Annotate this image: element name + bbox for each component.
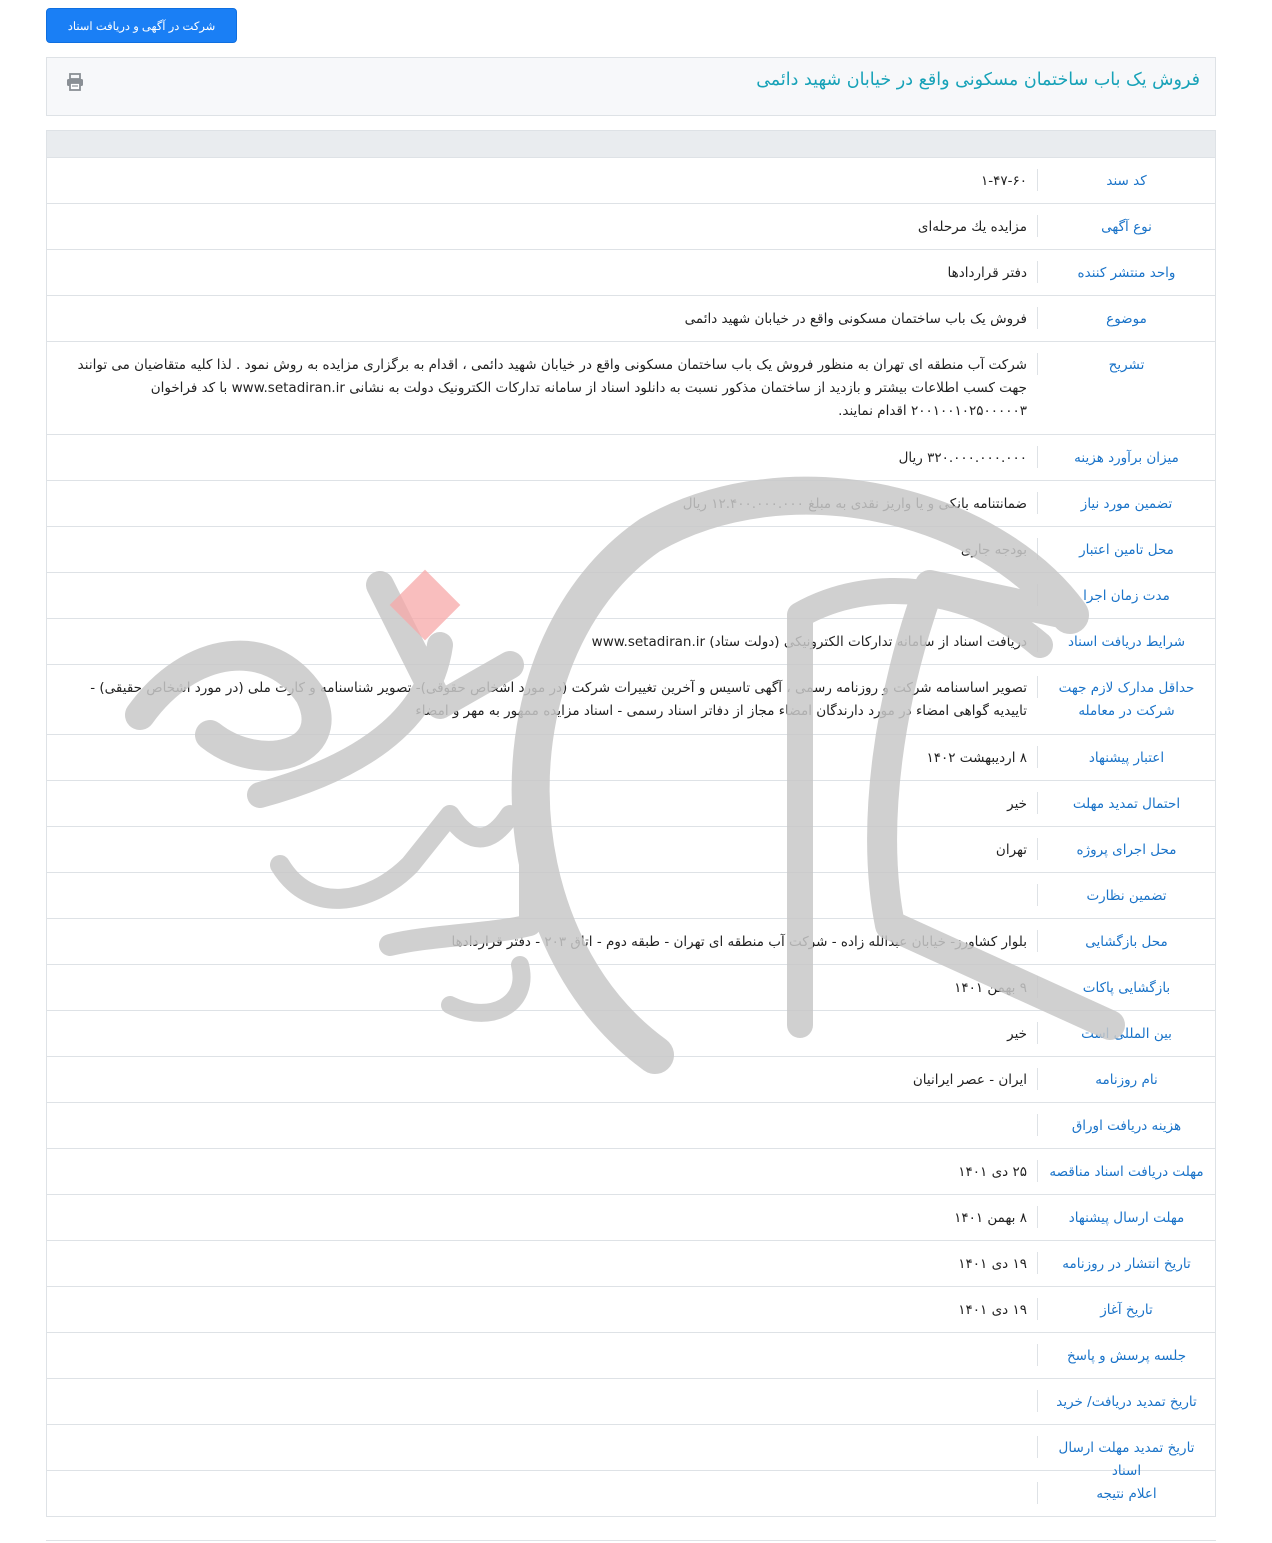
- row-label: تاریخ آغاز: [1100, 1302, 1153, 1318]
- row-value: ایران - عصر ایرانیان: [912, 1072, 1027, 1088]
- table-row: [47, 918, 1215, 964]
- row-value: ۳۲۰.۰۰۰.۰۰۰.۰۰۰ ریال: [898, 450, 1027, 466]
- row-label: میزان برآورد هزینه: [1074, 450, 1179, 466]
- printer-icon[interactable]: [65, 72, 85, 92]
- row-label: نوع آگهی: [1101, 219, 1152, 235]
- table-row: [47, 1378, 1215, 1424]
- table-row: [47, 1056, 1215, 1102]
- row-label: هزینه دریافت اوراق: [1071, 1118, 1182, 1134]
- row-label: شرایط دریافت اسناد: [1067, 634, 1186, 650]
- table-row: [47, 964, 1215, 1010]
- table-row: [47, 872, 1215, 918]
- row-value: بلوار کشاورز- خیابان عبدالله زاده - شرکت آب منطقه ای تهران - طبقه دوم - اتاق ۲۰۳ - دفتر قراردادها: [451, 934, 1027, 950]
- table-row: [47, 1102, 1215, 1148]
- table-row: [47, 341, 1215, 434]
- table-row: [47, 1424, 1215, 1479]
- table-row: [47, 1470, 1215, 1516]
- row-label: مهلت دریافت اسناد مناقصه: [1049, 1164, 1204, 1180]
- table-row: [47, 1194, 1215, 1240]
- row-value: دریافت اسناد از سامانه تدارکات الکترونیکی (دولت ستاد) www.setadiran.ir: [591, 634, 1027, 650]
- row-value: [47, 1103, 1037, 1148]
- row-label: اعلام نتیجه: [1096, 1486, 1157, 1502]
- row-value: [47, 1379, 1037, 1424]
- table-row: [47, 1332, 1215, 1378]
- table-row: [47, 664, 1215, 734]
- row-value: دفتر قراردادها: [947, 265, 1027, 281]
- row-value: [47, 1333, 1037, 1378]
- row-label: نام روزنامه: [1095, 1072, 1158, 1088]
- row-value: ۱-۴۷-۶۰: [981, 173, 1027, 189]
- row-value: ۲۵ دی ۱۴۰۱: [958, 1164, 1027, 1180]
- table-row: [47, 158, 1215, 203]
- tender-details-table: [46, 130, 1216, 1517]
- row-label: موضوع: [1106, 311, 1147, 327]
- row-value: شرکت آب منطقه ای تهران به منظور فروش یک باب ساختمان مسکونی واقع در خیابان شهید دائمی ، اقدام به برگزاری مزایده به روش نمود . لذا کلیه متقاضیان می توانند جهت کسب اطلاعات بیشتر و بازدید از ساختمان مذکور نسبت به دانلود اسناد از سامانه تدارکات الکترونیک دولت به نشانی www.setadiran.ir با کد فراخوان ۲۰۰۱۰۰۱۰۲۵۰۰۰۰۰۳ اقدام نمایند.: [77, 357, 1027, 419]
- row-value: [47, 1425, 1037, 1470]
- row-label: تاریخ تمدید مهلت ارسال اسناد: [1058, 1440, 1195, 1479]
- row-label: مدت زمان اجرا: [1083, 588, 1170, 604]
- row-label: تاریخ انتشار در روزنامه: [1062, 1256, 1191, 1272]
- row-label: بازگشایی پاکات: [1082, 980, 1171, 996]
- table-row: [47, 1148, 1215, 1194]
- row-value: مزايده يك مرحله‌ای: [917, 219, 1027, 235]
- table-row: [47, 203, 1215, 249]
- row-label: بین المللی است: [1081, 1026, 1172, 1042]
- row-value: تهران: [995, 842, 1027, 858]
- row-label: حداقل مدارک لازم جهت شرکت در معامله: [1058, 680, 1195, 719]
- row-label: محل تامین اعتبار: [1079, 542, 1174, 558]
- table-row: [47, 618, 1215, 664]
- row-value: بودجه جاری: [960, 542, 1027, 558]
- row-label: محل اجرای پروژه: [1076, 842, 1177, 858]
- row-label: تاریخ تمدید دریافت/ خرید: [1056, 1394, 1197, 1410]
- row-value: ۸ بهمن ۱۴۰۱: [954, 1210, 1027, 1226]
- row-label: تشریح: [1108, 357, 1145, 373]
- join-and-download-button[interactable]: شرکت در آگهی و دریافت اسناد: [46, 8, 237, 43]
- table-row: [47, 572, 1215, 618]
- table-row: [47, 780, 1215, 826]
- row-value: ۸ اردیبهشت ۱۴۰۲: [926, 750, 1027, 766]
- table-row: [47, 826, 1215, 872]
- row-value: ضمانتنامه بانکی و یا واریز نقدی به مبلغ ۱۲.۴۰۰.۰۰۰.۰۰۰ ریال: [682, 496, 1027, 512]
- row-value: خیر: [1007, 1026, 1027, 1042]
- table-row: [47, 1240, 1215, 1286]
- table-row: [47, 480, 1215, 526]
- row-value: [47, 1471, 1037, 1516]
- row-label: واحد منتشر کننده: [1077, 265, 1176, 281]
- row-label: تضمین نظارت: [1086, 888, 1167, 904]
- row-label: اعتبار پیشنهاد: [1088, 750, 1165, 766]
- table-row: [47, 1010, 1215, 1056]
- row-label: مهلت ارسال پیشنهاد: [1068, 1210, 1185, 1226]
- row-value: ۱۹ دی ۱۴۰۱: [958, 1302, 1027, 1318]
- title-panel: [46, 57, 1216, 116]
- table-row: [47, 1286, 1215, 1332]
- row-label: جلسه پرسش و پاسخ: [1066, 1348, 1187, 1364]
- page-title: فروش یک باب ساختمان مسکونی واقع در خیابان شهید دائمی: [756, 70, 1200, 90]
- bottom-divider: [46, 1540, 1216, 1541]
- row-label: کد سند: [1106, 173, 1147, 189]
- table-header: [47, 131, 1215, 158]
- row-value: تصویر اساسنامه شرکت و روزنامه رسمی ، آگهی تاسیس و آخرین تغییرات شرکت (در مورد اشخاص حقوقی)- تصویر شناسنامه و کارت ملی (در مورد اشخاص حقیقی) - تاییدیه گواهی امضاء در مورد دارندگان امضاء مجاز از دفاتر اسناد رسمی - اسناد مزایده ممهور به مهر و امضاء: [90, 680, 1027, 719]
- table-row: [47, 295, 1215, 341]
- row-value: فروش یک باب ساختمان مسکونی واقع در خیابان شهید دائمی: [684, 311, 1027, 327]
- row-value: [47, 873, 1037, 918]
- table-row: [47, 249, 1215, 295]
- table-row: [47, 434, 1215, 480]
- row-label: محل بازگشایی: [1085, 934, 1168, 950]
- row-value: خیر: [1007, 796, 1027, 812]
- row-value: ۱۹ دی ۱۴۰۱: [958, 1256, 1027, 1272]
- row-label: تضمین مورد نیاز: [1080, 496, 1173, 512]
- table-row: [47, 734, 1215, 780]
- table-row: [47, 526, 1215, 572]
- row-label: احتمال تمدید مهلت: [1072, 796, 1181, 812]
- row-value: [47, 573, 1037, 618]
- row-value: ۹ بهمن ۱۴۰۱: [954, 980, 1027, 996]
